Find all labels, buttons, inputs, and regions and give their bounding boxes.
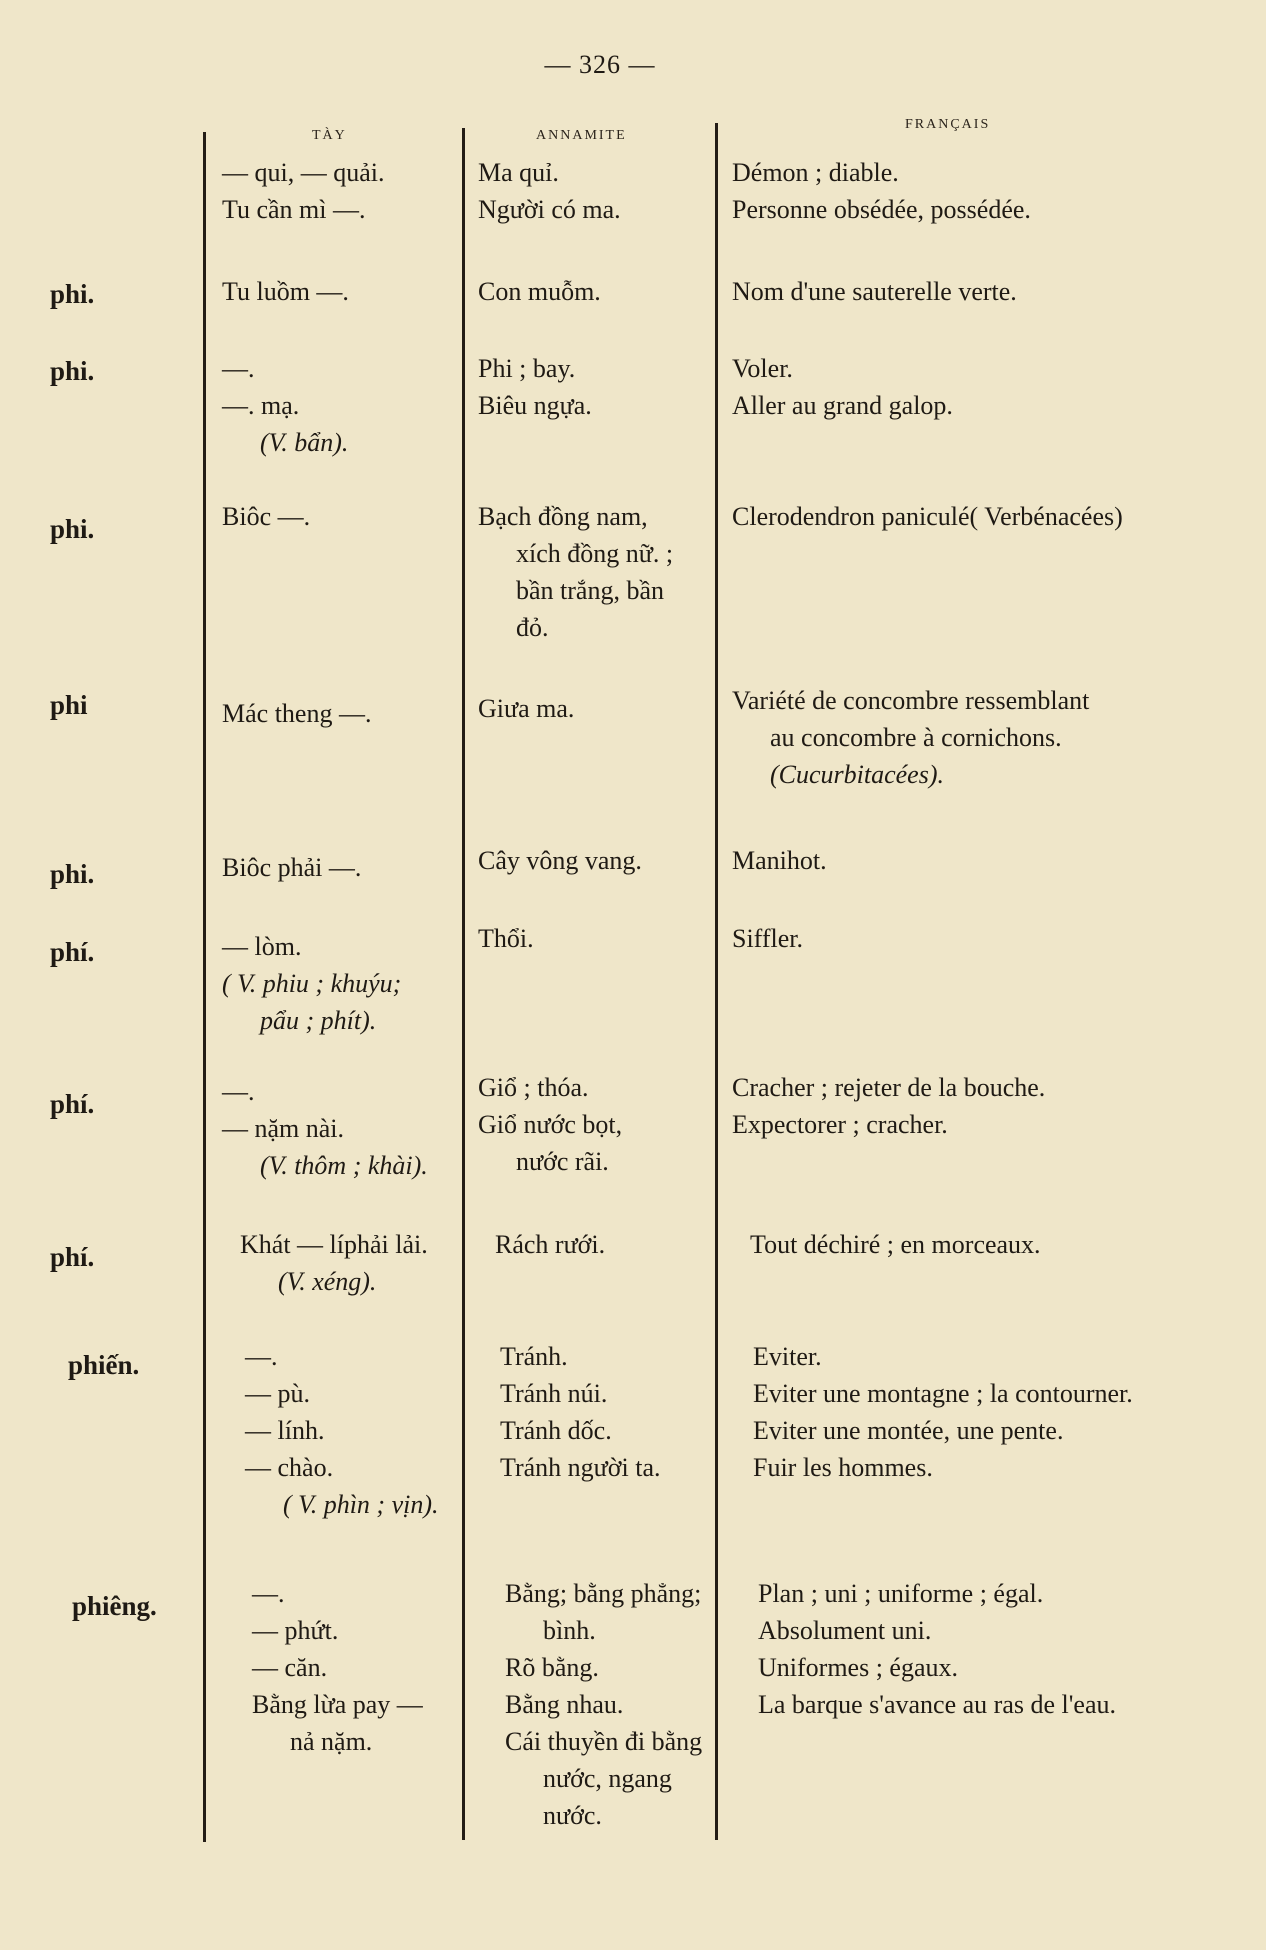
headword: phí. [50, 1089, 95, 1119]
tay-line: ( V. phiu ; khuýu; [222, 969, 402, 998]
annamite-cell [495, 1226, 605, 1263]
francais-line: Eviter une montée, une pente. [753, 1416, 1064, 1445]
francais-cell [732, 498, 1123, 535]
annamite-line: Giổ ; thóa. [478, 1073, 589, 1102]
tay-line: Tu luồm —. [222, 277, 349, 306]
francais-line: Cracher ; rejeter de la bouche. [732, 1073, 1046, 1102]
francais-line: Plan ; uni ; uniforme ; égal. [758, 1579, 1044, 1608]
francais-line: Clerodendron paniculé( Verbénacées) [732, 502, 1123, 531]
headword: phí. [50, 937, 95, 967]
tay-line: (V. thôm ; khài). [260, 1151, 428, 1180]
annamite-line: Tránh người ta. [500, 1453, 661, 1482]
annamite-cell [478, 842, 642, 879]
francais-line: Absolument uni. [758, 1616, 932, 1645]
francais-line: Aller au grand galop. [732, 391, 953, 420]
column-rule-middle [462, 128, 465, 1840]
tay-cell [222, 498, 310, 535]
tay-cell [222, 350, 348, 461]
annamite-line: Bằng nhau. [505, 1690, 624, 1719]
annamite-cell [478, 498, 673, 646]
tay-line: —. [252, 1579, 285, 1608]
tay-line: Biôc —. [222, 502, 311, 531]
tay-line: — phứt. [252, 1616, 339, 1645]
tay-line: nả nặm. [290, 1727, 373, 1756]
francais-line: (Cucurbitacées). [770, 760, 945, 789]
tay-line: — lòm. [222, 932, 302, 961]
francais-cell [732, 350, 953, 424]
column-header-annamite: ANNAMITE [536, 128, 627, 143]
tay-cell [240, 1226, 428, 1300]
tay-cell [222, 849, 361, 886]
francais-line: Voler. [732, 354, 793, 383]
tay-cell [252, 1575, 423, 1760]
francais-cell [732, 154, 1031, 228]
francais-cell [732, 842, 827, 879]
francais-line: Personne obsédée, possédée. [732, 195, 1031, 224]
tay-line: Biôc phải —. [222, 853, 362, 882]
tay-line: —. mạ. [222, 391, 300, 420]
annamite-line: Thổi. [478, 924, 534, 953]
tay-cell [222, 273, 349, 310]
annamite-cell [500, 1338, 661, 1486]
tay-line: — chào. [245, 1453, 334, 1482]
francais-line: Uniformes ; égaux. [758, 1653, 959, 1682]
headword: phi. [50, 279, 95, 309]
francais-line: Siffler. [732, 924, 804, 953]
francais-cell [732, 682, 1089, 793]
francais-line: Nom d'une sauterelle verte. [732, 277, 1017, 306]
tay-line: — nặm nài. [222, 1114, 345, 1143]
annamite-line: nước rãi. [516, 1147, 609, 1176]
tay-line: (V. bẩn). [260, 428, 349, 457]
annamite-line: Rách rưới. [495, 1230, 606, 1259]
tay-cell [245, 1338, 439, 1523]
tay-line: (V. xéng). [278, 1267, 377, 1296]
annamite-cell [478, 920, 534, 957]
column-rule-right [715, 123, 718, 1840]
tay-line: — qui, — quải. [222, 158, 385, 187]
column-rule-left [203, 132, 206, 1842]
headword: phi [50, 690, 88, 720]
tay-line: — lính. [245, 1416, 325, 1445]
tay-line: — căn. [252, 1653, 328, 1682]
francais-line: Eviter une montagne ; la contourner. [753, 1379, 1133, 1408]
francais-line: Eviter. [753, 1342, 822, 1371]
annamite-cell [478, 690, 574, 727]
francais-line: Fuir les hommes. [753, 1453, 933, 1482]
headword: phi. [50, 356, 95, 386]
francais-line: au concombre à cornichons. [770, 723, 1062, 752]
tay-line: Bằng lừa pay — [252, 1690, 423, 1719]
francais-line: Variété de concombre ressemblant [732, 686, 1090, 715]
annamite-line: Phi ; bay. [478, 354, 576, 383]
annamite-line: Tránh dốc. [500, 1416, 612, 1445]
tay-cell [222, 154, 385, 228]
annamite-line: Cái thuyền đi bằng [505, 1727, 703, 1756]
annamite-line: bần trắng, bần [516, 576, 665, 605]
column-header-tay: TÀY [312, 128, 347, 143]
headword: phí. [50, 1242, 95, 1272]
tay-line: Tu cần mì —. [222, 195, 366, 224]
annamite-cell [478, 154, 621, 228]
tay-line: Mác theng —. [222, 699, 372, 728]
column-header-francais: FRANÇAIS [905, 117, 991, 132]
tay-cell [222, 928, 401, 1039]
francais-line: Tout déchiré ; en morceaux. [750, 1230, 1041, 1259]
annamite-line: nước, ngang [543, 1764, 672, 1793]
annamite-line: Giổ nước bọt, [478, 1110, 623, 1139]
tay-line: —. [245, 1342, 278, 1371]
tay-line: pẩu ; phít). [260, 1006, 377, 1035]
tay-cell [222, 695, 371, 732]
tay-line: —. [222, 1077, 255, 1106]
francais-cell [732, 1069, 1045, 1143]
page-number: — 326 — [544, 50, 656, 79]
francais-line: Démon ; diable. [732, 158, 899, 187]
annamite-line: Biêu ngựa. [478, 391, 592, 420]
annamite-cell [478, 273, 601, 310]
annamite-line: Giưa ma. [478, 694, 575, 723]
francais-cell [750, 1226, 1041, 1263]
francais-cell [732, 920, 803, 957]
annamite-line: Tránh. [500, 1342, 568, 1371]
tay-line: ( V. phìn ; vịn). [283, 1490, 439, 1519]
francais-line: Manihot. [732, 846, 827, 875]
annamite-cell [478, 350, 592, 424]
tay-line: Khát — líphải lải. [240, 1230, 428, 1259]
tay-cell [222, 1073, 428, 1184]
tay-line: —. [222, 354, 255, 383]
annamite-line: đỏ. [516, 613, 549, 642]
annamite-line: Ma quỉ. [478, 158, 559, 187]
headword: phiến. [68, 1350, 140, 1380]
annamite-line: Người có ma. [478, 195, 621, 224]
annamite-cell [478, 1069, 622, 1180]
annamite-line: Con muỗm. [478, 277, 601, 306]
annamite-line: Bạch đồng nam, [478, 502, 648, 531]
annamite-line: Tránh núi. [500, 1379, 608, 1408]
francais-line: La barque s'avance au ras de l'eau. [758, 1690, 1117, 1719]
headword: phi. [50, 514, 95, 544]
annamite-line: bình. [543, 1616, 596, 1645]
annamite-cell [505, 1575, 702, 1834]
annamite-line: nước. [543, 1801, 602, 1830]
francais-cell [758, 1575, 1116, 1723]
annamite-line: Bằng; bằng phẳng; [505, 1579, 702, 1608]
annamite-line: Cây vông vang. [478, 846, 642, 875]
headword: phi. [50, 859, 95, 889]
tay-line: — pù. [245, 1379, 310, 1408]
francais-cell [753, 1338, 1133, 1486]
annamite-line: Rõ bằng. [505, 1653, 599, 1682]
annamite-line: xích đồng nữ. ; [516, 539, 674, 568]
francais-line: Expectorer ; cracher. [732, 1110, 948, 1139]
francais-cell [732, 273, 1017, 310]
headword: phiêng. [72, 1591, 157, 1621]
